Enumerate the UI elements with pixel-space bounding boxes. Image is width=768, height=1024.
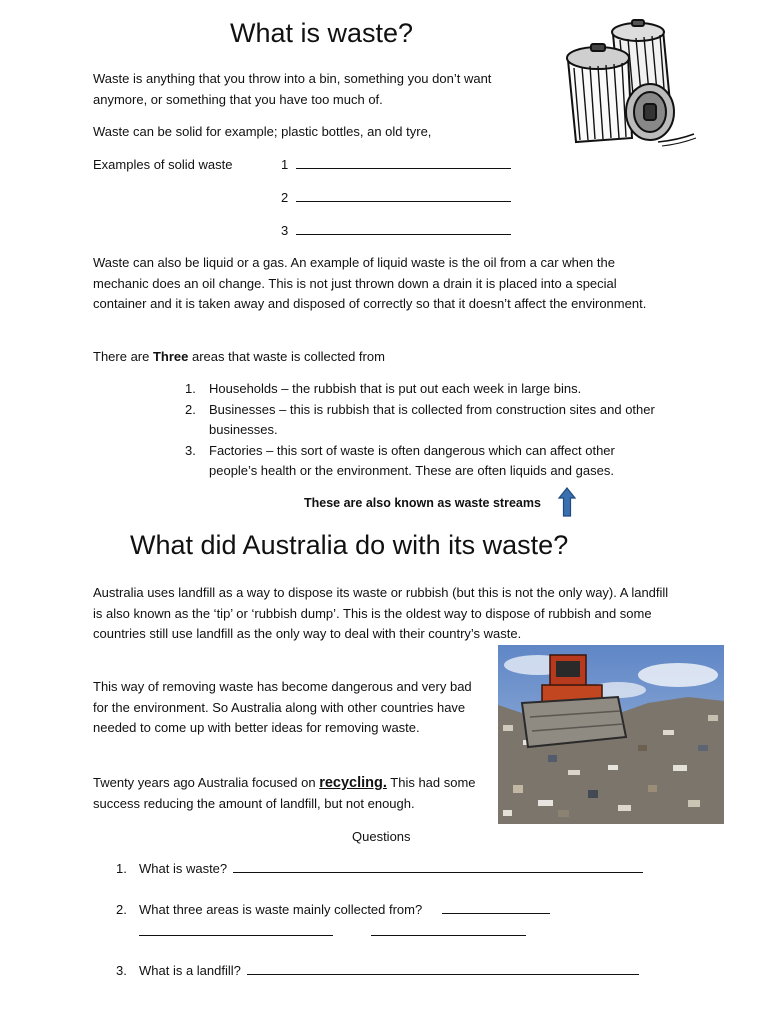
list-item [185, 441, 665, 482]
list-number: 2. [185, 401, 196, 417]
example-line-1[interactable] [281, 155, 521, 176]
example-number: 1 [281, 157, 289, 172]
trash-cans-illustration [558, 14, 698, 148]
answer-blank[interactable] [296, 156, 511, 169]
answer-blank[interactable] [296, 222, 511, 235]
list-item-text: Households – the rubbish that is put out each week in large bins. [209, 381, 582, 396]
list-item-text: Businesses – this is rubbish that is collected from construction sites and other businesses. [209, 401, 655, 437]
list-item-text: Factories – this sort of waste is often dangerous which can affect other people’s health or the environment. These are often liquids and gases. [209, 442, 615, 478]
liquid-gas-paragraph: Waste can also be liquid or a gas. An example of liquid waste is the oil from a car when the mechanic does an oil change. This is not just thrown down a drain it is placed into a special container and it is taken away and disposed of correctly so that it doesn’t affect the environment. [93, 255, 647, 311]
areas-intro-post: areas that waste is collected from [188, 349, 385, 364]
answer-blank[interactable] [296, 189, 511, 202]
areas-intro-pre: There are [93, 349, 153, 364]
answer-blank[interactable] [139, 925, 333, 936]
waste-streams-note: These are also known as waste streams [304, 496, 541, 510]
areas-intro-bold: Three [152, 349, 189, 364]
question-number: 2. [116, 902, 127, 917]
landfill-paragraph: Australia uses landfill as a way to dispose its waste or rubbish (but this is not the only way). A landfill is also known as the ‘tip’ or ‘rubbish dump’. This is the oldest way to dispose of rubbish and some countries still use landfill as the only way to deal with their country’s waste. [93, 585, 669, 641]
dangerous-waste-paragraph: This way of removing waste has become dangerous and very bad for the environment. So Australia along with other countries have needed to come up with better ideas for removing waste. [93, 679, 472, 735]
collection-areas-list [185, 379, 665, 482]
question-text: What is a landfill? [139, 963, 241, 978]
recycling-paragraph [93, 773, 493, 814]
section-title: What did Australia do with its waste? [130, 530, 569, 560]
recycling-pre: Twenty years ago Australia focused on [93, 775, 320, 790]
question-text: What three areas is waste mainly collected from? [139, 902, 423, 917]
recycling-keyword: recycling. [319, 775, 387, 791]
recycling-post: This had some success reducing the amount of landfill, but not enough. [93, 775, 476, 811]
example-number: 3 [281, 223, 289, 238]
answer-blank[interactable] [371, 925, 526, 936]
up-arrow-icon [557, 487, 577, 517]
examples-label: Examples of solid waste [93, 157, 233, 172]
waste-definition: Waste is anything that you throw into a bin, something you don’t want anymore, or something that you have too much of. [93, 71, 492, 107]
answer-blank[interactable] [247, 962, 639, 975]
page-title: What is waste? [230, 18, 414, 48]
answer-blank[interactable] [233, 860, 643, 873]
example-line-3[interactable] [281, 221, 521, 242]
question-1 [116, 859, 656, 880]
example-line-2[interactable] [281, 188, 521, 209]
question-2 [116, 900, 656, 921]
landfill-bulldozer-photo [498, 645, 724, 824]
question-number: 3. [116, 963, 127, 978]
example-number: 2 [281, 190, 289, 205]
question-3 [116, 961, 656, 982]
areas-intro [93, 347, 673, 368]
list-item [185, 379, 665, 400]
questions-heading: Questions [352, 829, 411, 844]
question-text: What is waste? [139, 861, 228, 876]
list-item [185, 400, 665, 441]
solid-waste-text: Waste can be solid for example; plastic bottles, an old tyre, [93, 124, 432, 139]
answer-blank[interactable] [442, 901, 550, 914]
list-number: 1. [185, 381, 196, 396]
list-number: 3. [185, 442, 196, 458]
question-number: 1. [116, 861, 127, 876]
